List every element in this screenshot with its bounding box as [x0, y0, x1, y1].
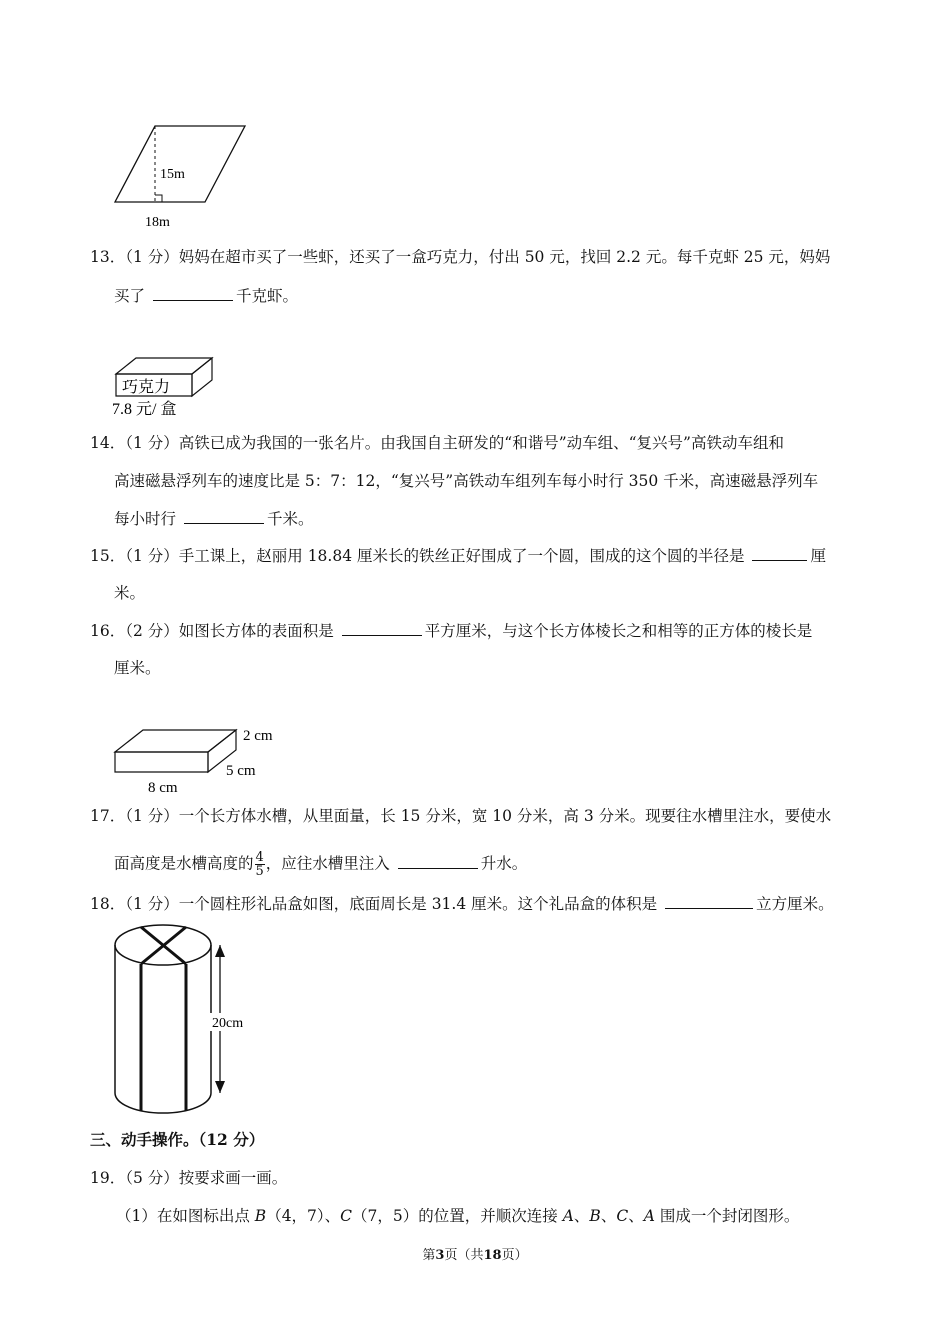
- base-label: 18m: [145, 215, 170, 230]
- q16-line1: [90, 621, 812, 641]
- separator: 、: [628, 1207, 644, 1225]
- page-footer: [0, 1244, 950, 1263]
- point-c: C: [340, 1207, 353, 1225]
- box-label: 巧克力: [122, 379, 171, 396]
- cuboid-width-label: 5 cm: [226, 763, 256, 779]
- q14-suffix: 千米。: [266, 510, 314, 528]
- q18-answer-blank[interactable]: [665, 894, 753, 909]
- cuboid-top-face: [115, 730, 236, 752]
- q19-sub1-text: （7，5）的位置，并顺次连接: [352, 1207, 563, 1225]
- q13-line1: 13．（1 分）妈妈在超市买了一些虾，还买了一盒巧克力，付出 50 元，找回 2.2 元。每千克虾 25 元，妈妈: [90, 248, 831, 266]
- height-label: 15m: [160, 167, 185, 182]
- q16-text: 16．（2 分）如图长方体的表面积是: [90, 622, 334, 640]
- parallelogram-shape: [115, 126, 245, 202]
- box-side-face: [192, 358, 212, 396]
- arrow-up-icon: [215, 945, 225, 957]
- cuboid-height-label: 2 cm: [243, 728, 273, 744]
- footer-text: 页（共: [444, 1248, 484, 1263]
- q19-sub1: [116, 1206, 799, 1226]
- q17-mid: ，应往水槽里注入: [265, 854, 390, 873]
- footer-text: 第: [422, 1248, 436, 1263]
- q16-answer-blank[interactable]: [342, 621, 422, 636]
- total-pages: 18: [483, 1248, 502, 1263]
- box-price: 7.8 元/ 盒: [112, 401, 177, 418]
- q14-line1: 14．（1 分）高铁已成为我国的一张名片。由我国自主研发的“和谐号”动车组、“复兴号”高铁动车组和: [90, 434, 784, 452]
- fraction-denominator: 5: [255, 864, 264, 879]
- q17-fraction: [255, 851, 265, 878]
- cuboid-front-face: [115, 752, 208, 772]
- section-heading: 三、动手操作。（12 分）: [90, 1130, 265, 1149]
- q13-prefix: 买了: [114, 287, 146, 305]
- q15-answer-blank[interactable]: [752, 546, 807, 561]
- fraction-numerator: 4: [255, 850, 264, 865]
- q19-sub1-text: 围成一个封闭图形。: [654, 1207, 800, 1225]
- q19-sub1-text: （1）在如图标出点: [116, 1207, 255, 1225]
- arrow-down-icon: [215, 1081, 225, 1093]
- q17-suffix: 升水。: [480, 854, 528, 873]
- footer-text: 页）: [501, 1248, 528, 1263]
- q18-text: 18．（1 分）一个圆柱形礼品盒如图，底面周长是 31.4 厘米。这个礼品盒的体积是: [90, 895, 658, 913]
- q13-suffix: 千克虾。: [235, 287, 298, 305]
- q14-line2: 高速磁悬浮列车的速度比是 5：7：12，“复兴号”高铁动车组列车每小时行 350 千米，高速磁悬浮列车: [114, 472, 819, 490]
- q17-prefix: 面高度是水槽高度的: [114, 854, 254, 873]
- point-b: B: [254, 1207, 267, 1225]
- q15-suffix: 厘: [810, 547, 826, 565]
- q14-answer-blank[interactable]: [184, 509, 264, 524]
- q17-answer-blank[interactable]: [398, 854, 478, 869]
- q15-line1: [90, 546, 826, 566]
- q14-prefix: 每小时行: [114, 510, 177, 528]
- q19-sub1-text: （4，7）、: [266, 1207, 341, 1225]
- q15-text: 15．（1 分）手工课上，赵丽用 18.84 厘米长的铁丝正好围成了一个圆，围成的这个圆的半径是: [90, 547, 745, 565]
- q17-line1: 17．（1 分）一个长方体水槽，从里面量，长 15 分米，宽 10 分米，高 3 分米。现要往水槽里注水，要使水: [90, 807, 832, 825]
- cuboid-length-label: 8 cm: [148, 780, 178, 796]
- q16-line2: 厘米。: [114, 659, 161, 677]
- point-a: A: [562, 1207, 574, 1225]
- q18-line1: [90, 894, 834, 914]
- separator: 、: [600, 1207, 617, 1225]
- cylinder-figure: [108, 915, 268, 1120]
- q14-line3: [114, 509, 313, 529]
- q15-line2: 米。: [114, 584, 146, 602]
- q18-suffix: 立方厘米。: [756, 895, 834, 913]
- chocolate-box-figure: [108, 350, 228, 422]
- point-b: B: [589, 1207, 601, 1225]
- point-c: C: [616, 1207, 629, 1225]
- cylinder-height-label: 20cm: [212, 1016, 244, 1031]
- right-angle-mark: [155, 195, 162, 202]
- cylinder-bottom-arc: [115, 1093, 211, 1113]
- q16-suffix: 平方厘米，与这个长方体棱长之和相等的正方体的棱长是: [424, 622, 813, 640]
- q13-line2: [114, 286, 298, 306]
- q19-line1: 19．（5 分）按要求画一画。: [90, 1169, 288, 1187]
- q13-answer-blank[interactable]: [153, 286, 233, 301]
- q17-line2: [114, 851, 527, 878]
- separator: 、: [573, 1207, 590, 1225]
- page-number: 3: [435, 1248, 445, 1263]
- parallelogram-figure: [105, 118, 265, 233]
- cuboid-figure: [108, 720, 298, 798]
- point-a: A: [643, 1207, 655, 1225]
- box-top-face: [116, 358, 212, 374]
